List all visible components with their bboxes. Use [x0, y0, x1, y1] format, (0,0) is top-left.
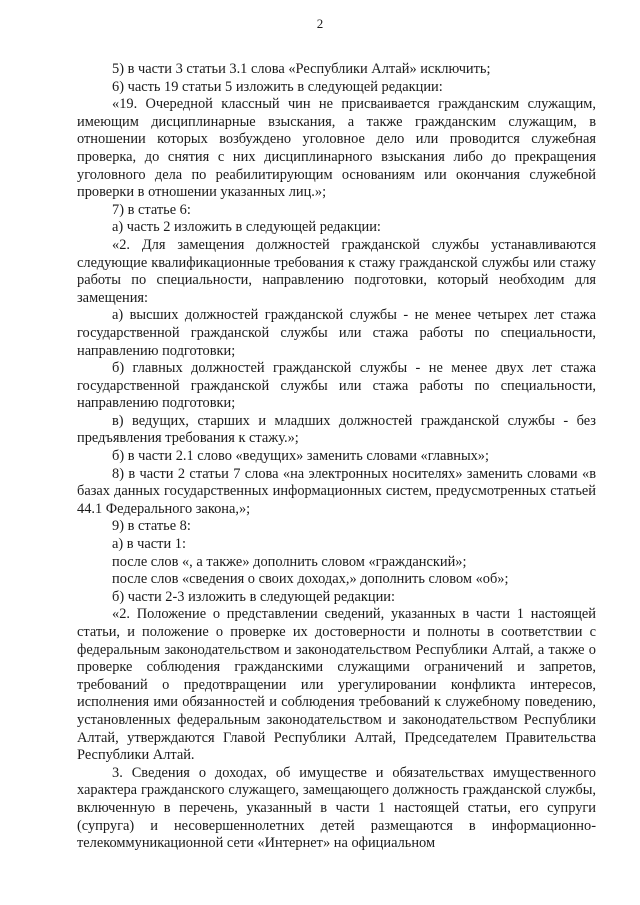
paragraph: после слов «, а также» дополнить словом «гражданский»; — [112, 553, 467, 570]
paragraph: после слов «сведения о своих доходах,» дополнить словом «об»; — [112, 571, 509, 588]
paragraph: «2. Для замещения должностей гражданской службы устанавливаются следующие квалификационные требования к стажу гражданской службы или стажу работы по специальности, направлению подготовки, который необходим для замещения: — [77, 236, 596, 306]
paragraph: а) в части 1: — [112, 536, 186, 553]
paragraph: б) части 2-3 изложить в следующей редакции: — [112, 588, 395, 605]
paragraph: 3. Сведения о доходах, об имуществе и обязательствах имущественного характера гражданского служащего, замещающего должность гражданской службы, включенную в перечень, указанный в части 1 настоящей статьи, его супруги (супруга) и несовершеннолетних детей размещаются в информационно-телекоммуникационной сети «Интернет» на официальном — [77, 764, 596, 852]
paragraph: б) главных должностей гражданской службы - не менее двух лет стажа государственной гражданской службы или стажа работы по специальности, направлению подготовки; — [77, 360, 596, 412]
paragraph: 8) в части 2 статьи 7 слова «на электронных носителях» заменить словами «в базах данных государственных информационных систем, предусмотренных статьей 44.1 Федерального закона,»; — [77, 465, 596, 517]
paragraph: б) в части 2.1 слово «ведущих» заменить словами «главных»; — [112, 448, 490, 465]
paragraph: «19. Очередной классный чин не присваивается гражданским служащим, имеющим дисциплинарные взыскания, а также гражданским служащим, в отношении которых возбуждено уголовное дело или проводится служебная проверка, до снятия с них дисциплинарного взыскания либо до прекращения уголовного дела по реабилитирующим основаниям или окончания служебной проверки в отношении указанных лиц.»; — [77, 96, 596, 201]
paragraph: 9) в статье 8: — [112, 518, 191, 535]
paragraph: а) часть 2 изложить в следующей редакции: — [112, 219, 381, 236]
paragraph: в) ведущих, старших и младших должностей гражданской службы - без предъявления требования к стажу.»; — [77, 412, 596, 447]
paragraph: 5) в части 3 статьи 3.1 слова «Республики Алтай» исключить; — [112, 61, 491, 77]
paragraph: «2. Положение о представлении сведений, указанных в части 1 настоящей статьи, и положение о проверке их достоверности и полноты в соответствии с федеральным законодательством и законодательством Республики Алтай, а также о проверке соблюдения гражданскими служащими ограничений и запретов, требований о предотвращении или урегулировании конфликта интересов, исполнения ими обязанностей и соблюдения требований к служебному поведению, установленных федеральным законодательством и законодательством Республики Алтай, утверждаются Главой Республики Алтай, Председателем Правительства Республики Алтай. — [77, 606, 596, 764]
paragraph: а) высших должностей гражданской службы - не менее четырех лет стажа государственной гражданской службы или стажа работы по специальности, направлению подготовки; — [77, 307, 596, 359]
document-body — [77, 61, 596, 853]
paragraph: 6) часть 19 статьи 5 изложить в следующей редакции: — [112, 78, 443, 95]
paragraph: 7) в статье 6: — [112, 201, 191, 218]
page-number: 2 — [316, 16, 324, 31]
